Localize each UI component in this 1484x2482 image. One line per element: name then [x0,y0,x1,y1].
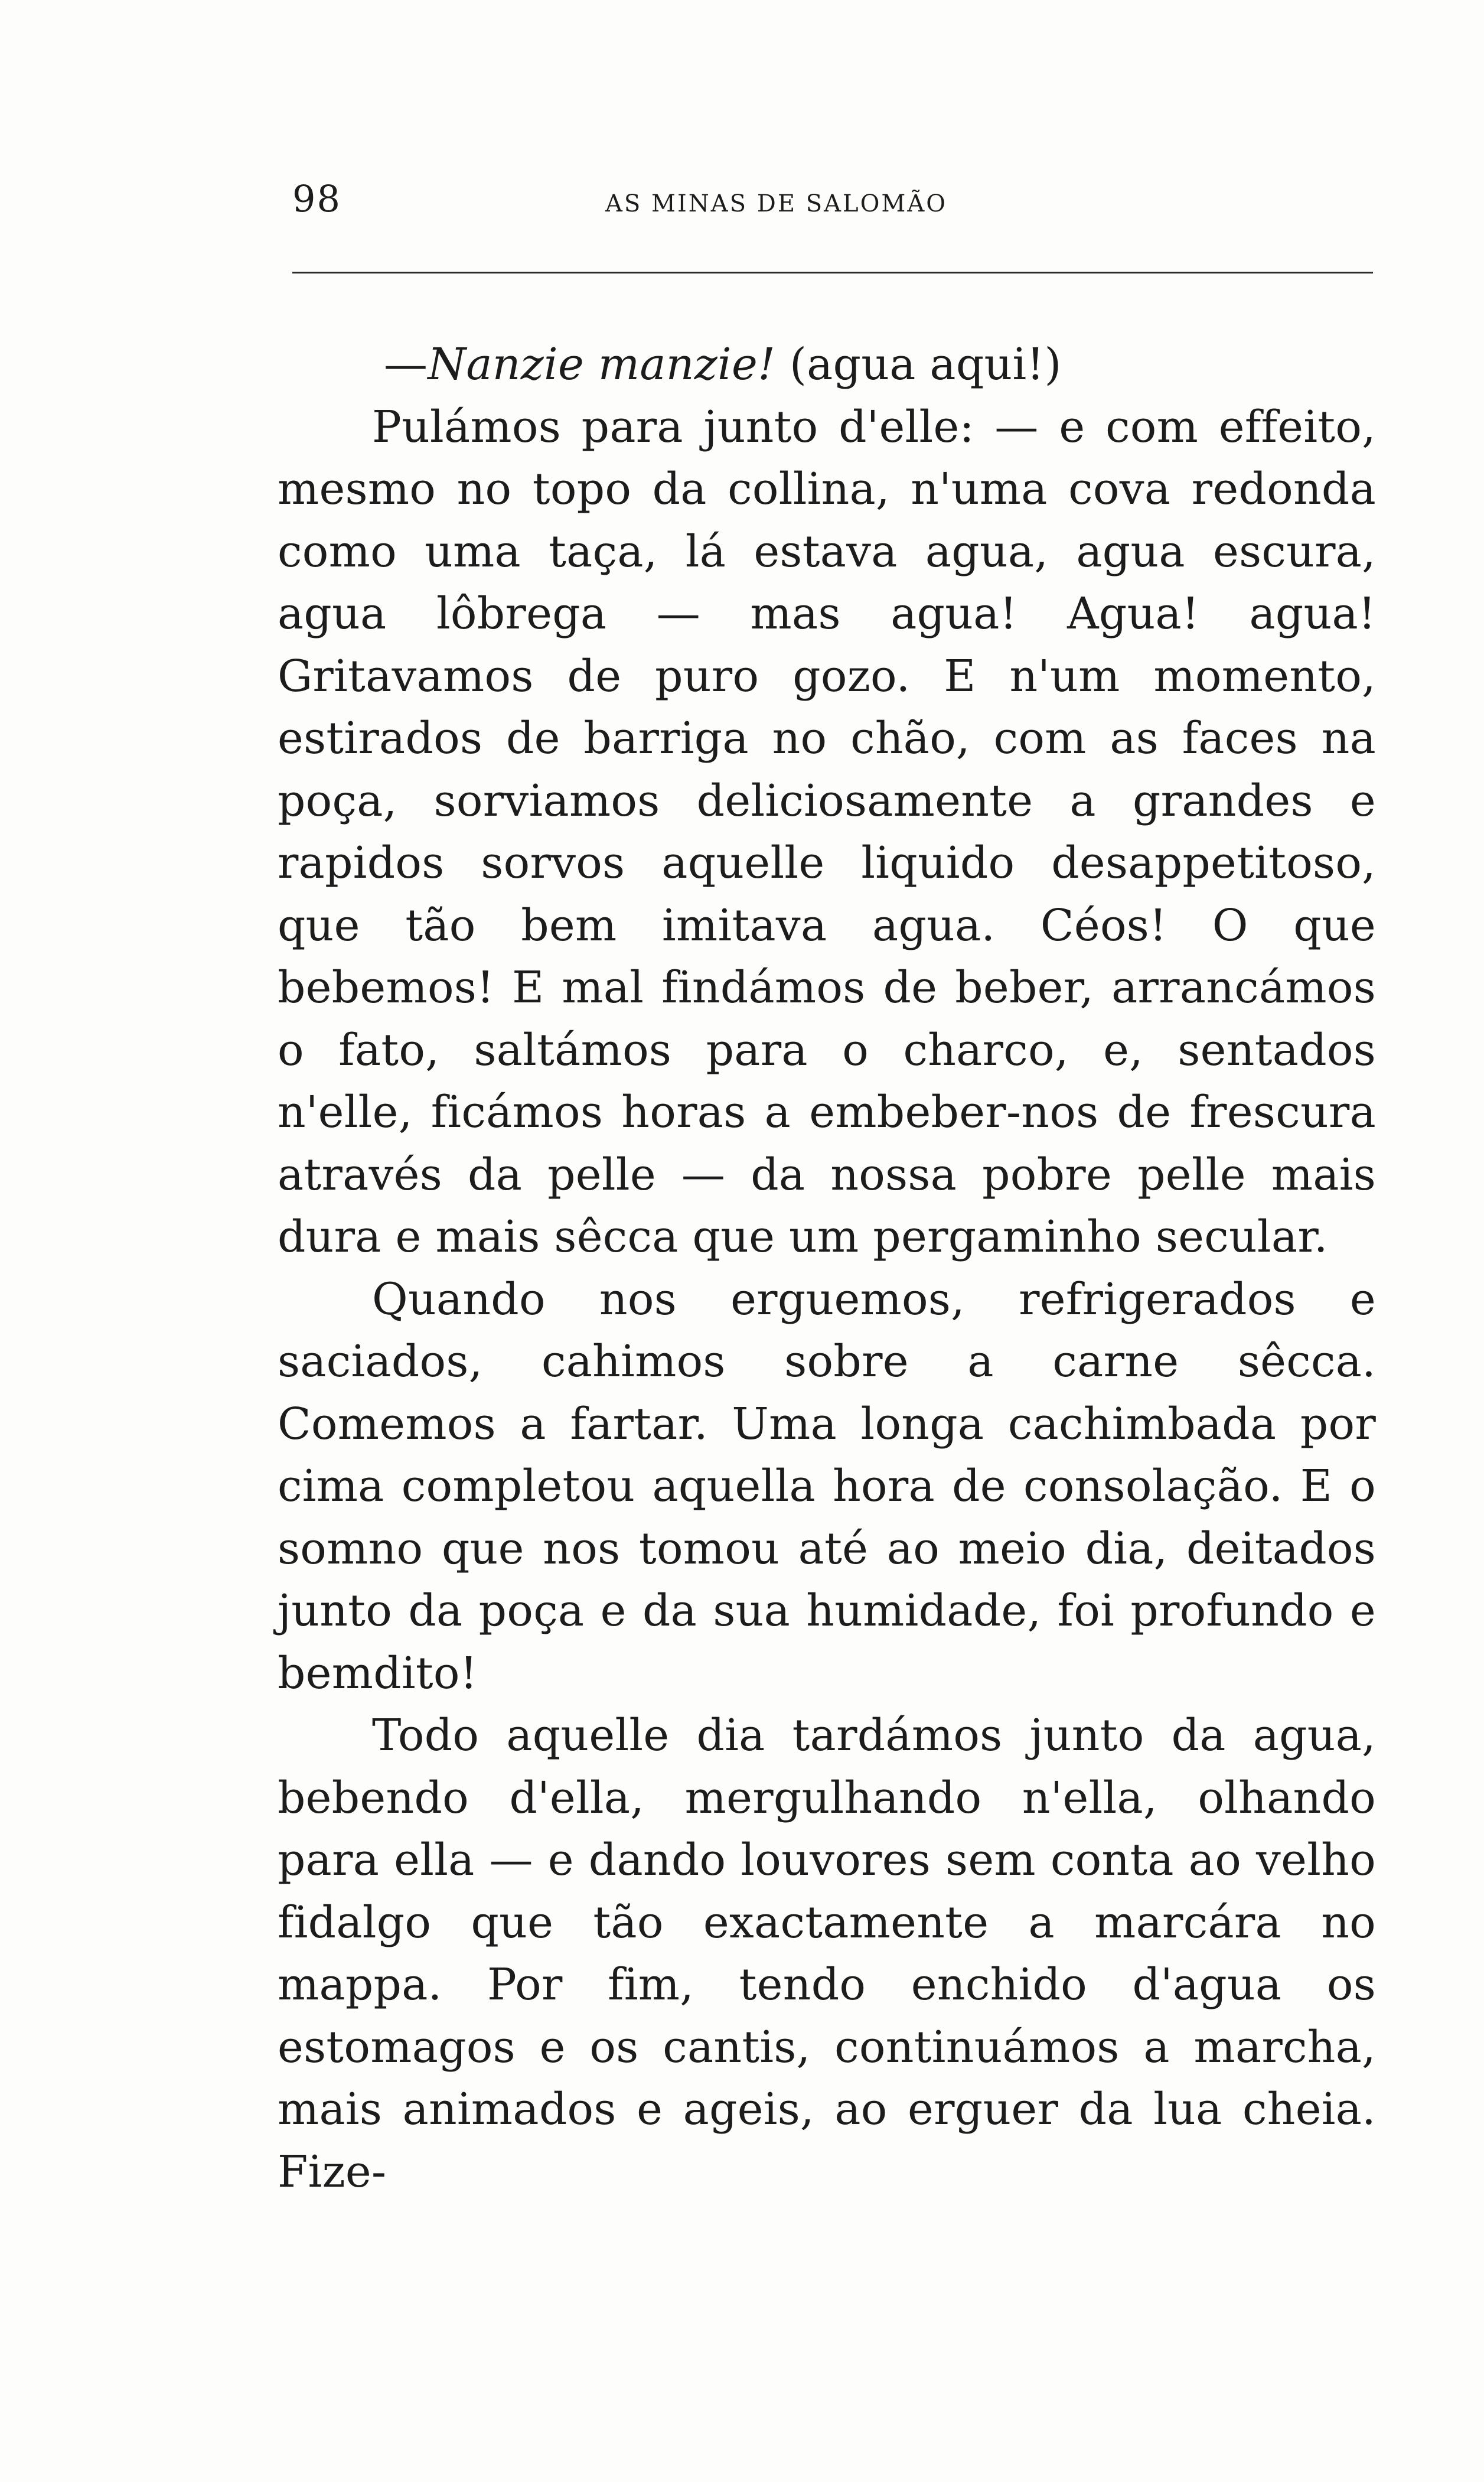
page-header [292,177,1364,230]
em-dash: — [384,339,428,390]
paragraph: Quando nos erguemos, refrigerados e saciados, cahimos sobre a carne sêcca. Comemos a fartar. Uma longa cachimbada por cima completou aquella hora de consolação. E o somno que nos tomou até ao meio dia, deitados junto da poça e da sua humidade, foi profundo e bemdito! [278,1273,1376,1699]
page-number: 98 [292,177,341,220]
paragraph: Todo aquelle dia tardámos junto da agua, bebendo d'ella, mergulhando n'ella, olhando para ella — e dando louvores sem conta ao velho fidalgo que tão exactamente a marcára no mappa. Por fim, tendo enchido d'agua os estomagos e os cantis, continuámos a marcha, mais animados e ageis, ao erguer da lua cheia. Fize- [278,1710,1376,2197]
paragraph: Pulámos para junto d'elle: — e com effeito, mesmo no topo da collina, n'uma cova redonda como uma taça, lá estava agua, agua escura, agua lôbrega — mas agua! Agua! agua! Gritavamos de puro gozo. E n'um momento, estirados de barriga no chão, com as faces na poça, sorviamos deliciosamente a grandes e rapidos sorvos aquelle liquido desappetitoso, que tão bem imitava agua. Céos! O que bebemos! E mal findámos de beber, arrancámos o fato, saltámos para o charco, e, sentados n'elle, ficámos horas a embeber-nos de frescura através da pelle — da nossa pobre pelle mais dura e mais sêcca que um pergaminho secular. [278,401,1376,1262]
header-rule [292,272,1373,273]
native-phrase: Nanzie manzie! [428,339,776,390]
running-title: AS MINAS DE SALOMÃO [605,190,948,217]
paragraph-exclamation [278,334,1376,396]
translation: (agua aqui!) [775,339,1062,390]
body-text [278,334,1376,2203]
